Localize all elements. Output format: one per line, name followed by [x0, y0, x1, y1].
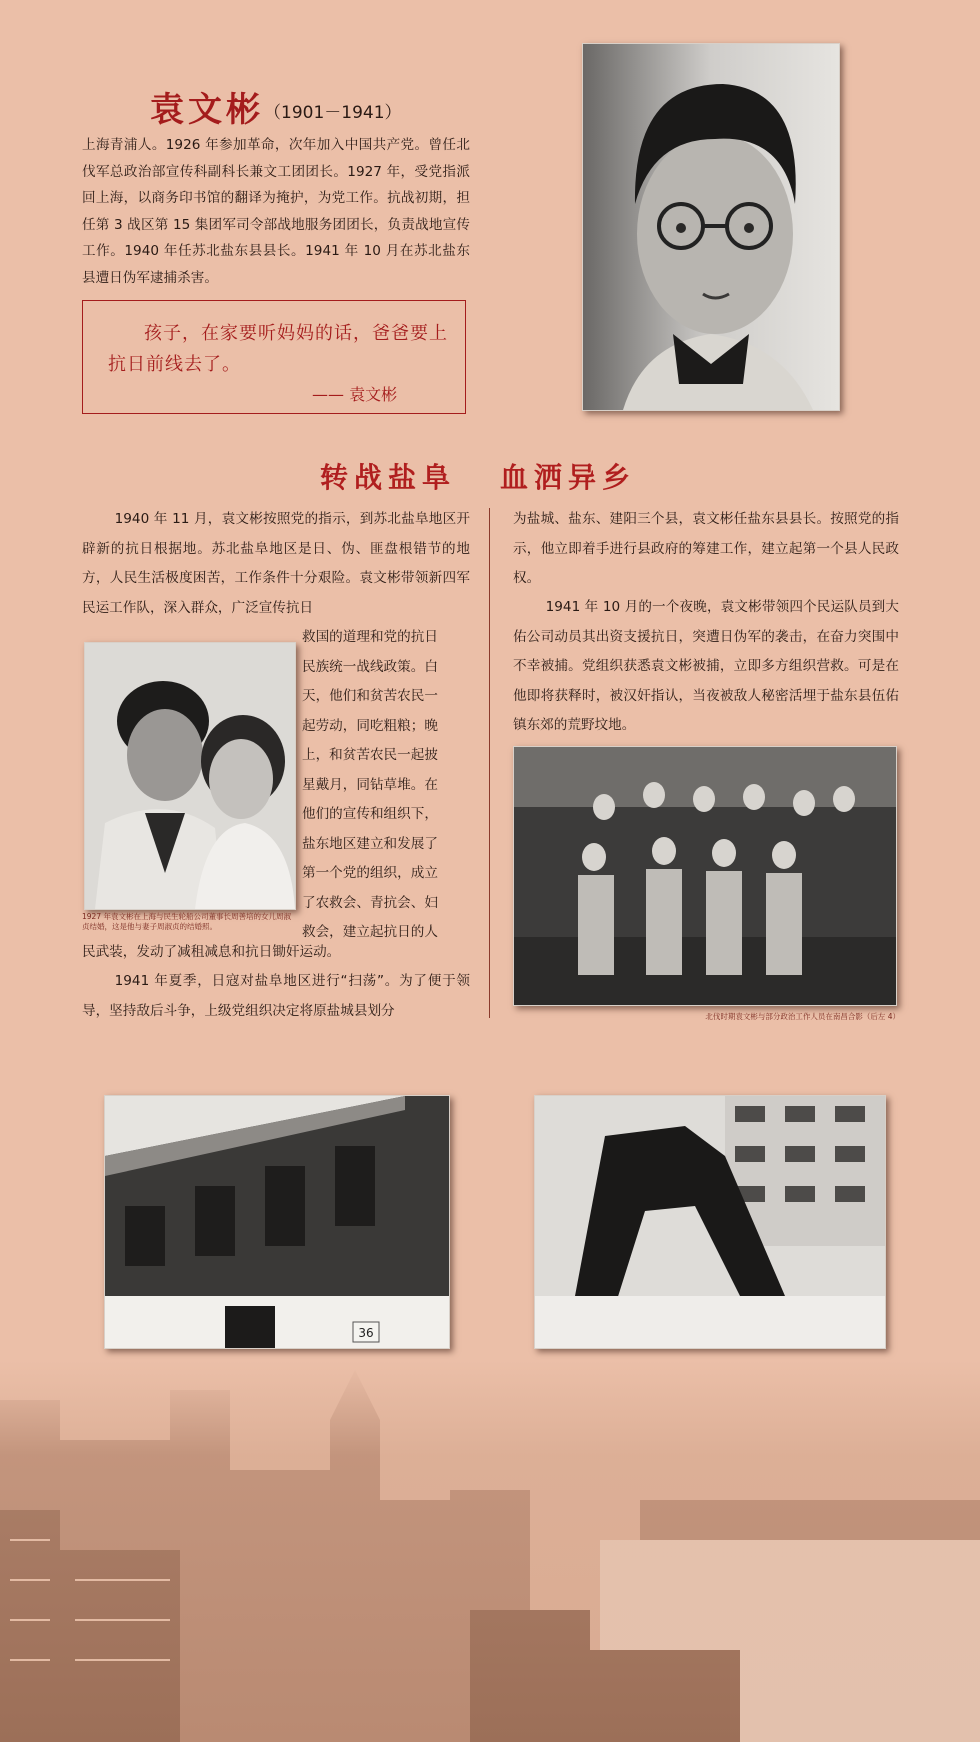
left-para1-top: 1940 年 11 月，袁文彬按照党的指示，到苏北盐阜地区开辟新的抗日根据地。苏北盐阜地区是日、伪、匪盘根错节的地方，人民生活极度困苦，工作条件十分艰险。袁文彬带领新四军民运工作队，深入群众，广泛宣传抗日 — [82, 511, 470, 616]
wedding-photo — [84, 642, 296, 910]
quote-text: 孩子，在家要听妈妈的话，爸爸要上抗日前线去了。 — [108, 323, 448, 375]
left-para2: 1941 年夏季，日寇对盐阜地区进行“扫荡”。为了便于领导，坚持敌后斗争，上级党组织决定将原盐城县划分 — [82, 973, 470, 1019]
right-para2: 1941 年 10 月的一个夜晚，袁文彬带领四个民运队员到大佑公司动员其出资支援抗日，突遭日伪军的袭击，在奋力突围中不幸被捕。党组织获悉袁文彬被捕，立即多方组织营救。可是在他即将获释时，被汉奸指认，当夜被敌人秘密活埋于盐东县伍佑镇东郊的荒野坟地。 — [513, 599, 899, 733]
wrap-line: 他们的宣传和组织下， — [302, 806, 438, 822]
profile-bio: 上海青浦人。1926 年参加革命，次年加入中国共产党。曾任北伐军总政治部宣传科副科长兼文工团团长。1927 年，受党指派回上海，以商务印书馆的翻译为掩护，为党工作。抗战初期，担任第 3 战区第 15 集团军司令部战地服务团团长，负责战地宣传工作。1940 年任苏北盐东县县长。1941 年 10 月在苏北盐东县遭日伪军逮捕杀害。 — [82, 137, 470, 286]
left-para1-end: 民武装，发动了减租减息和抗日锄奸运动。 — [82, 944, 341, 960]
section-title-right: 血洒异乡 — [500, 461, 637, 494]
wrap-line: 盐东地区建立和发展了 — [302, 835, 438, 852]
portrait-photo — [582, 43, 840, 411]
right-para1: 为盐城、盐东、建阳三个县，袁文彬任盐东县县长。按照党的指示，他立即着手进行县政府的筹建工作，建立起第一个县人民政权。 — [513, 511, 899, 586]
wrap-line: 救会，建立起抗日的人 — [302, 924, 438, 940]
column-divider — [489, 508, 490, 1018]
memorial-photo — [534, 1095, 886, 1349]
section-title-left: 转战盐阜 — [320, 461, 457, 494]
wrap-line: 起劳动，同吃粗粮；晚 — [302, 717, 438, 734]
wrap-line: 第一个党的组织，成立 — [302, 865, 438, 881]
left-para1-wrap — [302, 623, 470, 948]
wedding-caption: 1927 年袁文彬在上海与民生轮船公司董事长周善培的女儿周淑贞结婚，这是他与妻子周淑贞的结婚照。 — [82, 912, 291, 931]
section-title — [320, 456, 636, 496]
wrap-line: 民族统一战线政策。白 — [302, 658, 438, 675]
wrap-line: 救国的道理和党的抗日 — [302, 629, 438, 645]
wrap-line: 上，和贫苦农民一起披 — [302, 747, 438, 763]
city-skyline-background — [0, 1360, 980, 1742]
house-number: 36 — [358, 1326, 374, 1340]
group-photo — [513, 746, 897, 1006]
wrap-line: 天，他们和贫苦农民一 — [302, 688, 438, 704]
wrap-line: 星戴月，同钻草堆。在 — [302, 776, 438, 793]
profile-name: 袁文彬 — [150, 90, 264, 130]
wrap-line: 了农救会、青抗会、妇 — [302, 894, 438, 911]
house-photo — [104, 1095, 450, 1349]
quote-author: —— 袁文彬 — [312, 385, 398, 404]
profile-years: （1901－1941） — [264, 103, 402, 123]
group-caption: 北伐时期袁文彬与部分政治工作人员在南昌合影（后左 4） — [705, 1012, 900, 1021]
